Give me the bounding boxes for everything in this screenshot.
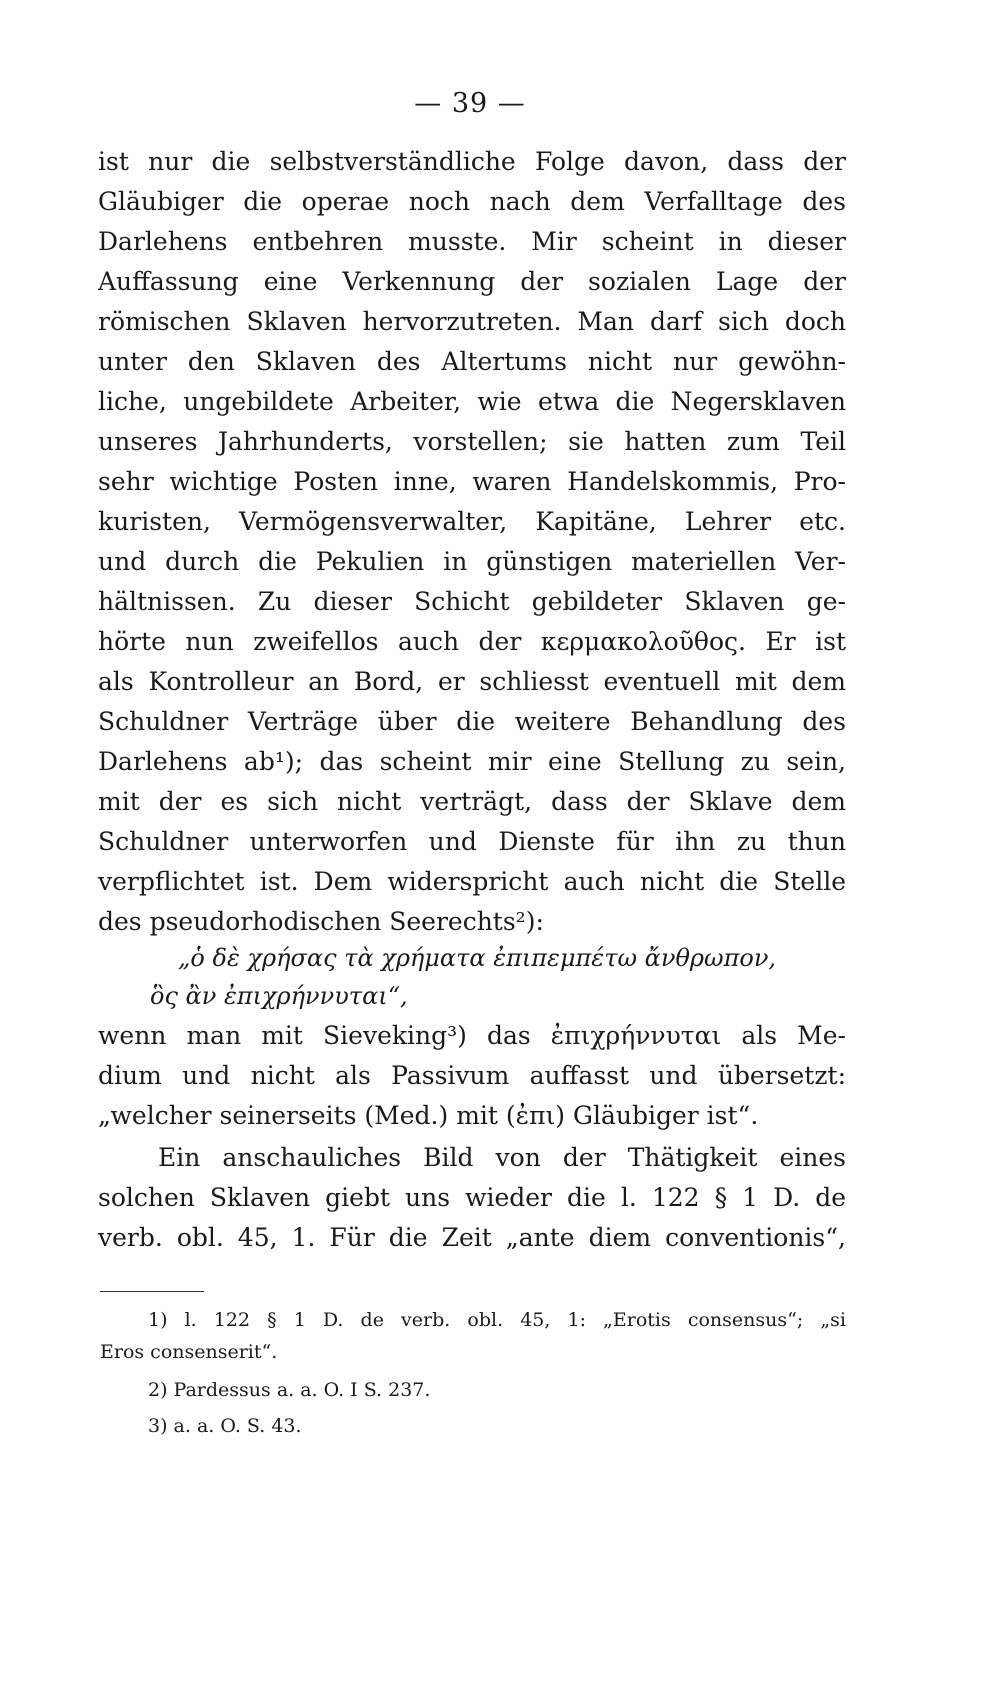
text-line-12: hältnissen. Zu dieser Schicht gebildeter Sklaven ge- [98,587,846,616]
text-line-17: mit der es sich nicht verträgt, dass der Sklave dem [98,787,846,816]
text-line-8: unseres Jahrhunderts, vorstellen; sie hatten zum Teil [98,427,846,456]
text-line-1: ist nur die selbstverständliche Folge davon, dass der [98,147,846,176]
text-line-22: dium und nicht als Passivum auffasst und übersetzt: [98,1061,846,1090]
text-line-4: Auffassung eine Verkennung der sozialen Lage der [98,267,846,296]
text-line-16: Darlehens ab¹); das scheint mir eine Stellung zu sein, [98,747,846,776]
text-line-6: unter den Sklaven des Altertums nicht nur gewöhn- [98,347,846,376]
text-line-2: Gläubiger die operae noch nach dem Verfalltage des [98,187,846,216]
footnote-3: 3) a. a. O. S. 43. [148,1415,302,1437]
footnote-2: 2) Pardessus a. a. O. I S. 237. [148,1379,431,1401]
text-line-9: sehr wichtige Posten inne, waren Handelskommis, Pro- [98,467,846,496]
page-number: — 39 — [414,88,526,119]
text-line-15: Schuldner Verträge über die weitere Behandlung des [98,707,846,736]
text-line-11: und durch die Pekulien in günstigen materiellen Ver- [98,547,846,576]
text-line-3: Darlehens entbehren musste. Mir scheint in dieser [98,227,846,256]
greek-quote-line-2: ὃς ἂν ἐπιχρήννυται“, [150,982,408,1010]
text-line-5: römischen Sklaven hervorzutreten. Man darf sich doch [98,307,846,336]
footnote-rule [100,1291,204,1292]
text-line-18: Schuldner unterworfen und Dienste für ihn zu thun [98,827,846,856]
text-line-13: hörte nun zweifellos auch der κερμακολοῦθος. Er ist [98,627,846,656]
text-line-19: verpflichtet ist. Dem widerspricht auch nicht die Stelle [98,867,846,896]
text-line-24: Ein anschauliches Bild von der Thätigkeit eines [158,1143,846,1172]
text-line-10: kuristen, Vermögensverwalter, Kapitäne, Lehrer etc. [98,507,846,536]
text-line-23: „welcher seinerseits (Med.) mit (ἐπι) Gläubiger ist“. [98,1101,759,1130]
footnote-1-line-2: Eros consenserit“. [100,1341,278,1363]
greek-quote-line-1: „ὁ δὲ χρήσας τὰ χρήματα ἐπιπεμπέτω ἄνθρωπον, [178,944,777,972]
text-line-25: solchen Sklaven giebt uns wieder die l. 122 § 1 D. de [98,1183,846,1212]
text-line-14: als Kontrolleur an Bord, er schliesst eventuell mit dem [98,667,846,696]
footnote-1-line-1: 1) l. 122 § 1 D. de verb. obl. 45, 1: „Erotis consensus“; „si [148,1309,846,1331]
text-line-21: wenn man mit Sieveking³) das ἐπιχρήννυται als Me- [98,1021,846,1050]
text-line-20: des pseudorhodischen Seerechts²): [98,907,544,936]
text-line-7: liche, ungebildete Arbeiter, wie etwa die Negersklaven [98,387,846,416]
text-line-26: verb. obl. 45, 1. Für die Zeit „ante diem conventionis“, [98,1223,846,1252]
